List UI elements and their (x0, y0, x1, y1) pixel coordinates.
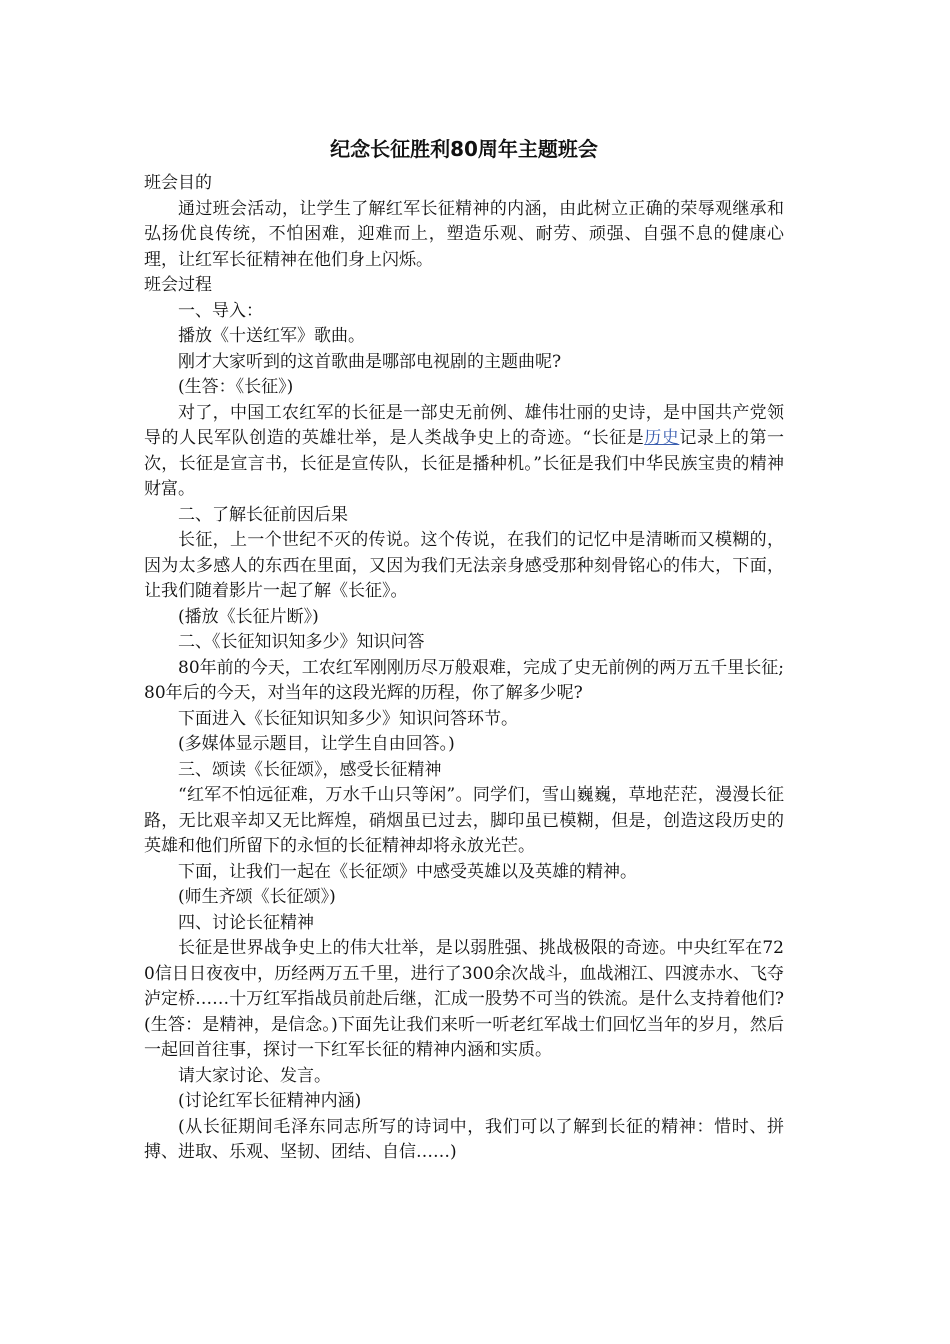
paragraph: “红军不怕远征难，万水千山只等闲”。同学们，雪山巍巍，草地茫茫，漫漫长征路，无比艰辛却又无比辉煌，硝烟虽已过去，脚印虽已模糊，但是，创造这段历史的英雄和他们所留下的永恒的长征精神却将永放光芒。 (144, 785, 784, 856)
history-link[interactable]: 历史 (644, 428, 680, 448)
document-body (144, 133, 784, 1166)
step-heading-background: 二、了解长征前因后果 (178, 504, 348, 525)
paragraph: (多媒体显示题目，让学生自由回答。) (178, 734, 455, 754)
paragraph: (播放《长征片断》) (178, 606, 319, 627)
paragraph: 播放《十送红军》歌曲。 (178, 326, 365, 346)
paragraph: (从长征期间毛泽东同志所写的诗词中，我们可以了解到长征的精神：惜时、拼搏、进取、乐观、坚韧、团结、自信……) (144, 1116, 784, 1162)
step-heading-quiz: 二、《长征知识知多少》知识问答 (178, 632, 425, 652)
step-heading-recite: 三、颂读《长征颂》，感受长征精神 (178, 759, 442, 780)
paragraph: 长征是世界战争史上的伟大壮举，是以弱胜强、挑战极限的奇迹。中央红军在720信日日夜夜中，历经两万五千里，进行了300余次战斗，血战湘江、四渡赤水、飞夺泸定桥……十万红军指战员前赴后继，汇成一股势不可当的铁流。是什么支持着他们?(生答：是精神，是信念。)下面先让我们来听一听老红军战士们回忆当年的岁月，然后一起回首往事，探讨一下红军长征的精神内涵和实质。 (144, 938, 784, 1060)
step-heading-discuss: 四、讨论长征精神 (178, 912, 314, 933)
paragraph: 80年前的今天，工农红军刚刚历尽万般艰难，完成了史无前例的两万五千里长征;80年后的今天，对当年的这段光辉的历程，你了解多少呢? (144, 657, 784, 703)
paragraph-text: 记录上的第一次，长征是宣言书，长征是宣传队，长征是播种机。”长征是我们中华民族宝贵的精神财富。 (144, 428, 784, 499)
purpose-paragraph: 通过班会活动，让学生了解红军长征精神的内涵，由此树立正确的荣辱观继承和弘扬优良传统，不怕困难，迎难而上，塑造乐观、耐劳、顽强、自强不息的健康心理，让红军长征精神在他们身上闪烁。 (144, 198, 784, 270)
paragraph: 长征，上一个世纪不灭的传说。这个传说，在我们的记忆中是清晰而又模糊的，因为太多感人的东西在里面，又因为我们无法亲身感受那种刻骨铭心的伟大，下面，让我们随着影片一起了解《长征》。 (144, 530, 784, 601)
paragraph: (生答：《长征》) (178, 377, 294, 397)
paragraph: 刚才大家听到的这首歌曲是哪部电视剧的主题曲呢? (178, 351, 562, 372)
document-title: 纪念长征胜利80周年主题班会 (330, 137, 598, 161)
paragraph-with-link (144, 401, 784, 503)
section-heading-process: 班会过程 (144, 275, 212, 295)
paragraph: 下面进入《长征知识知多少》知识问答环节。 (178, 708, 518, 729)
section-heading-purpose: 班会目的 (144, 173, 212, 193)
paragraph: (师生齐颂《长征颂》) (178, 887, 336, 907)
paragraph: (讨论红军长征精神内涵) (178, 1091, 362, 1111)
paragraph: 下面，让我们一起在《长征颂》中感受英雄以及英雄的精神。 (178, 861, 637, 882)
paragraph-text: 对了，中国工农红军的长征是一部史无前例、雄伟壮丽的史诗，是中国共产党领导的人民军队创造的英雄壮举，是人类战争史上的奇迹。“长征是 (144, 402, 784, 448)
step-heading-intro: 一、导入： (178, 300, 263, 321)
paragraph: 请大家讨论、发言。 (178, 1065, 331, 1086)
